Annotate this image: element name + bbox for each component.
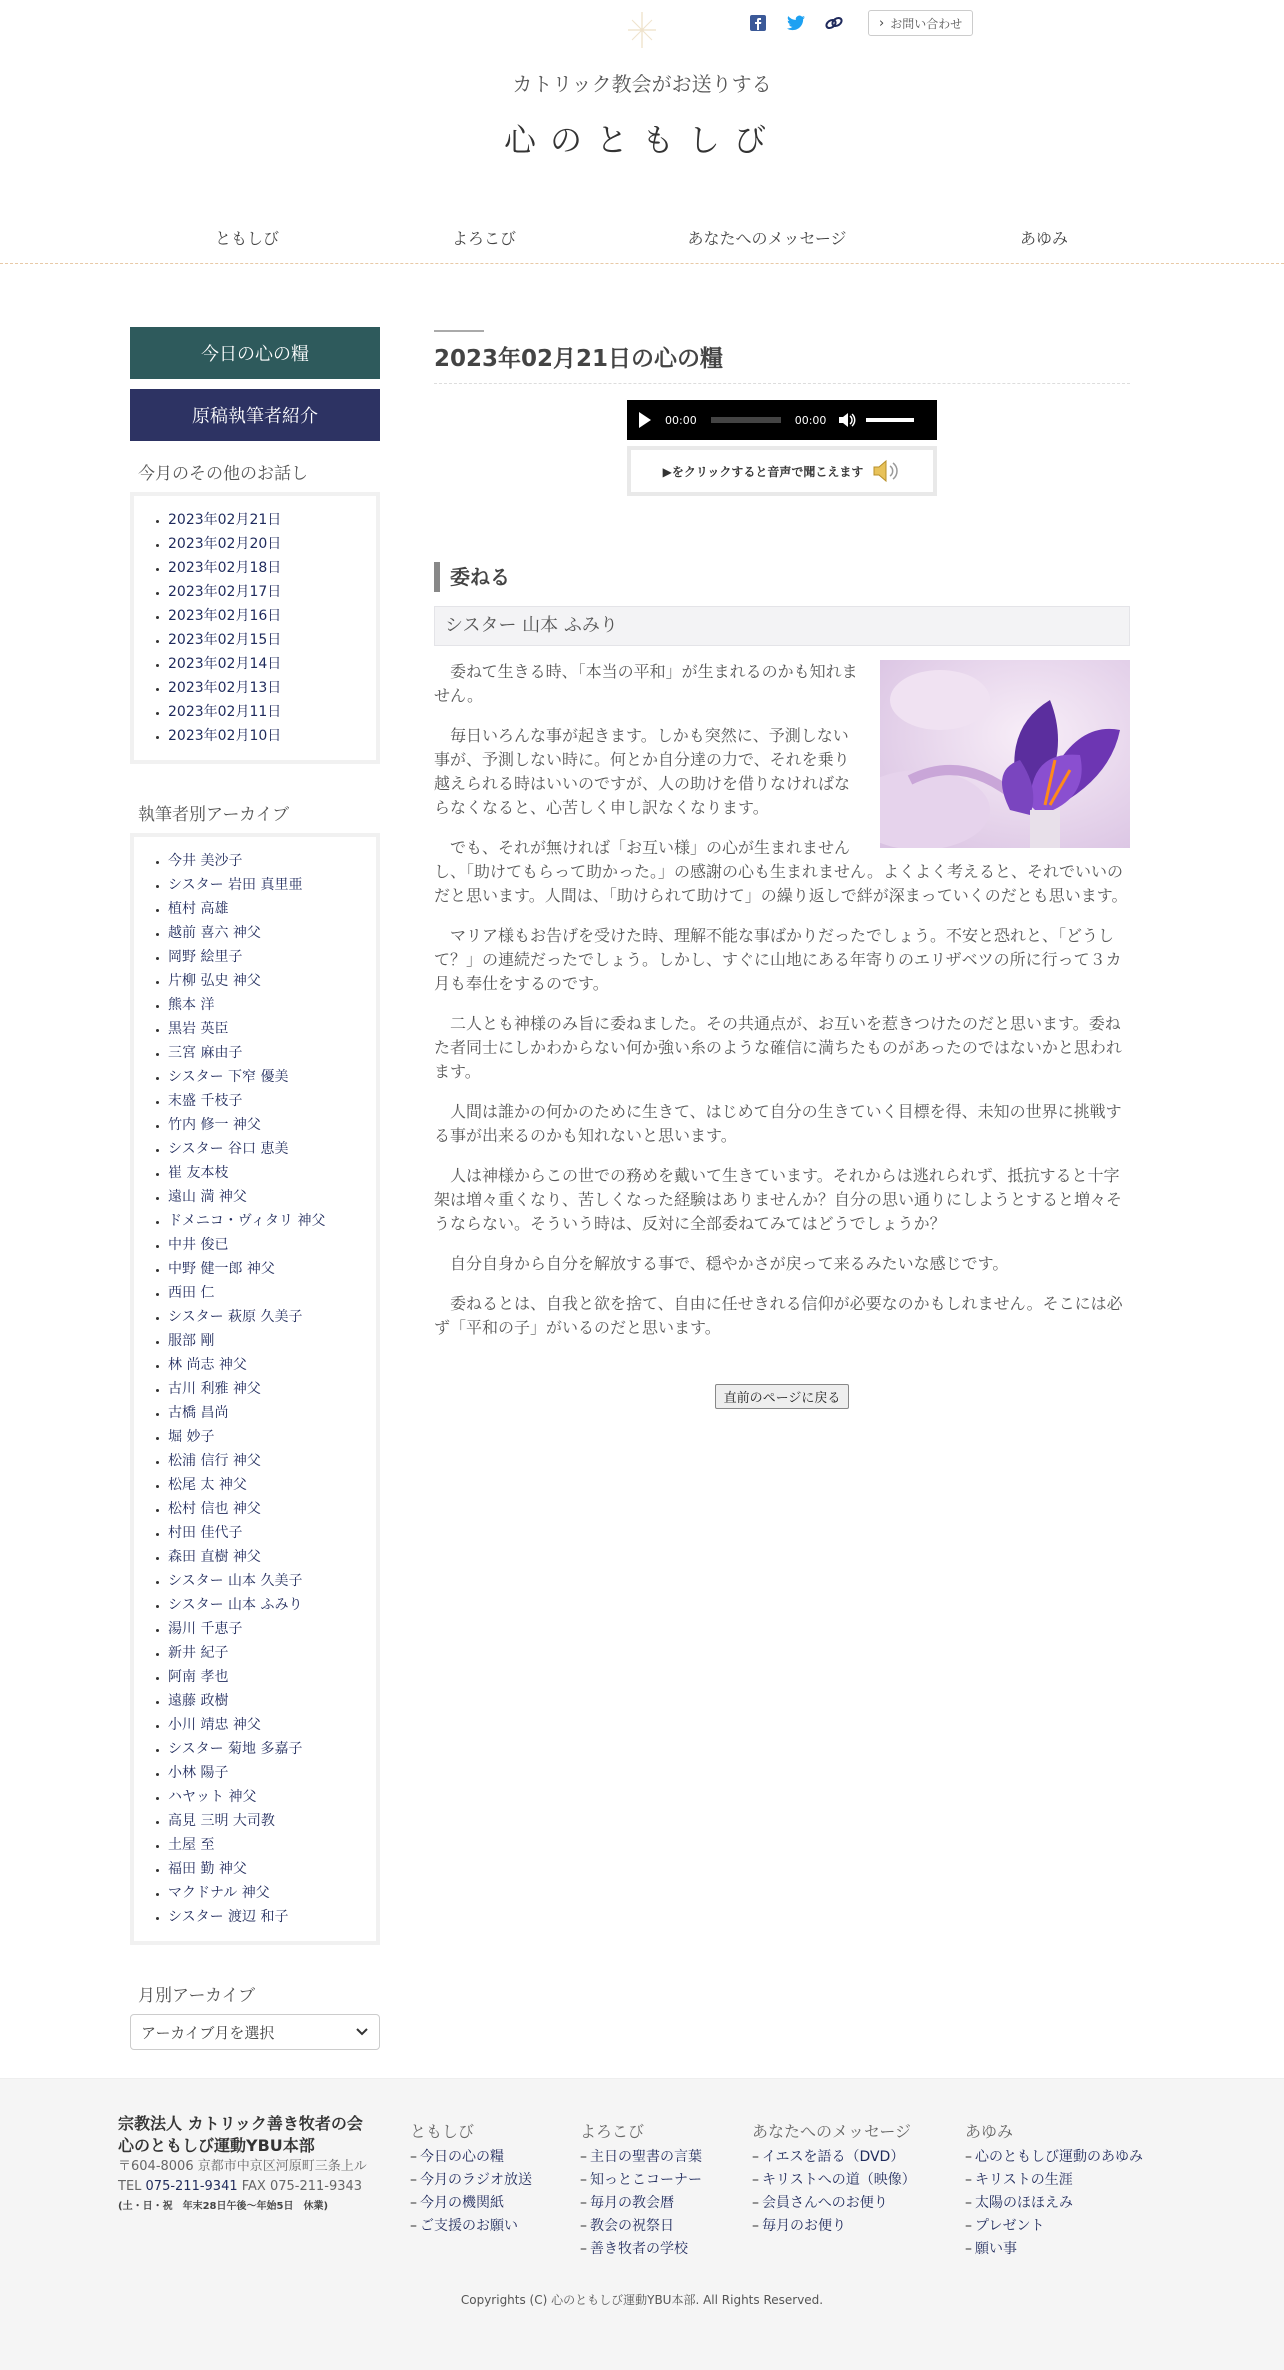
footer-link[interactable] [752,2192,916,2215]
link-icon[interactable] [824,13,844,33]
author-list-item[interactable]: • 阿南 孝也 [168,1665,376,1689]
footer-org [118,2113,388,2217]
dash-icon: – [965,2218,972,2234]
author-list-item[interactable]: • 中野 健一郎 神父 [168,1257,376,1281]
footer-col-heading: あなたへのメッセージ [752,2122,912,2141]
author-list-item[interactable]: • 熊本 洋 [168,993,376,1017]
speaker-icon [871,459,901,483]
author-list-item[interactable]: • 堀 妙子 [168,1425,376,1449]
author-list-item[interactable]: • シスター 菊地 多嘉子 [168,1737,376,1761]
chevron-down-icon [355,2027,369,2037]
footer-link[interactable] [580,2169,702,2192]
sidebar [130,327,380,2050]
footer-link-label: 太陽のほほえみ [975,2195,1073,2211]
footer-link-label: キリストの生涯 [975,2172,1073,2188]
org-name-1: 宗教法人 カトリック善き牧者の会 [118,2114,363,2133]
dash-icon: – [752,2149,759,2165]
org-name-2: 心のともしび運動YBU本部 [118,2136,315,2155]
author-list-item[interactable]: • 末盛 千枝子 [168,1089,376,1113]
footer-link[interactable] [965,2146,1143,2169]
org-contact [118,2177,388,2197]
footer-link-label: 心のともしび運動のあゆみ [975,2149,1143,2165]
back-button[interactable]: 直前のページに戻る [715,1384,850,1409]
footer-link[interactable] [580,2238,702,2261]
footer-col-message [752,2119,916,2238]
footer-link[interactable] [965,2192,1143,2215]
footer-link[interactable] [580,2146,702,2169]
post-paragraph: 自分自身から自分を解放する事で、穏やかさが戻って来るみたいな感じです。 [450,1254,1009,1273]
author-list-item[interactable]: • 小川 靖忠 神父 [168,1713,376,1737]
author-list-item[interactable]: • 村田 佳代子 [168,1521,376,1545]
global-nav [0,218,1284,264]
author-list-item[interactable]: • 古川 利雅 神父 [168,1377,376,1401]
nav-item-yorokobi[interactable]: よろこび [451,229,517,248]
site-tagline: カトリック教会がお送りする [512,72,772,96]
post-paragraph: 人は神様からこの世での務めを戴いて生きています。それからは逃れられず、抵抗すると十字架は増々重くなり、苦しくなった経験はありませんか？自分の思い通りにしようとすると増々そうならない。そういう時は、反対に全部委ねてみてはどうでしょうか？ [434,1166,1123,1233]
author-list [134,849,376,1929]
tel-number[interactable]: 075-211-9341 [145,2179,238,2194]
section-title: 委ねる [434,562,1130,592]
month-list-item[interactable]: • 2023年02月13日 [168,676,376,700]
footer-link-label: 今月のラジオ放送 [420,2172,532,2188]
post-paragraph: 委ねるとは、自我と欲を捨て、自由に任せきれる信仰が必要なのかもしれません。そこには必ず「平和の子」がいるのだと思います。 [434,1294,1123,1337]
footer-link[interactable] [965,2215,1143,2238]
audio-total-time: 00:00 [794,413,827,427]
author-list-item[interactable]: • 湯川 千恵子 [168,1617,376,1641]
fax-number: FAX 075-211-9343 [237,2179,363,2194]
footer-link-list [965,2146,1143,2261]
today-button[interactable]: 今日の心の糧 [130,327,380,379]
author-list-item[interactable]: • 西田 仁 [168,1281,376,1305]
copyright: Copyrights (C) 心のともしび運動YBU本部. All Rights Reserved. [460,2293,824,2307]
footer-link[interactable] [580,2192,702,2215]
dash-icon: – [752,2218,759,2234]
nav-item-tomoshibi[interactable]: ともしび [214,229,280,248]
post-paragraph: 毎日いろんな事が起きます。しかも突然に、予測しない事が、予測しない時に。何とか自分達の力で、それを乗り越えられる時はいいのですが、人の助けを借りなければならなくなると、心苦しく申し訳なくなります。 [434,726,851,817]
footer-link[interactable] [410,2215,532,2238]
author-list-item[interactable]: • 松尾 太 神父 [168,1473,376,1497]
post-title: 2023年02月21日の心の糧 [434,340,1130,384]
post-paragraph: でも、それが無ければ「お互い様」の心が生まれませんし、「助けてもらって助かった。」の感謝の心も生まれません。よくよく考えると、それでいいのだと思います。人間は、「助けられて助けて」の繰り返しで絆が深まっていくのだとも思います。 [434,838,1128,905]
footer-link-label: キリストへの道（映像） [762,2172,916,2188]
footer-link-label: 願い事 [975,2241,1017,2257]
post-body [434,660,1130,1409]
author-list-item[interactable]: • シスター 山本 ふみり [168,1593,376,1617]
author-list-item[interactable]: • 越前 喜六 神父 [168,921,376,945]
author-list-item[interactable]: • 小林 陽子 [168,1761,376,1785]
dash-icon: – [410,2172,417,2188]
month-list-item[interactable]: • 2023年02月11日 [168,700,376,724]
author-archive-heading: 執筆者別アーカイブ [138,805,290,825]
archive-month-select[interactable] [130,2014,380,2050]
author-list-item[interactable]: • 古橋 昌尚 [168,1401,376,1425]
month-list-item[interactable]: • 2023年02月20日 [168,532,376,556]
chevron-right-icon: › [879,15,885,31]
nav-item-ayumi[interactable]: あゆみ [1019,229,1069,248]
author-list-item[interactable]: • シスター 渡辺 和子 [168,1905,376,1929]
social-links [748,8,973,38]
facebook-icon[interactable] [748,13,768,33]
author-list-box [130,833,380,1945]
footer-link-label: 毎月のお便り [762,2218,846,2234]
site-header [0,0,1284,264]
nav-item-message[interactable]: あなたへのメッセージ [687,229,847,248]
dash-icon: – [752,2195,759,2211]
month-list-item[interactable]: • 2023年02月15日 [168,628,376,652]
dash-icon: – [965,2172,972,2188]
audio-seek-bar[interactable] [711,417,781,423]
post-paragraph: 委ねて生きる時、「本当の平和」が生まれるのかも知れません。 [434,662,858,705]
volume-slider[interactable] [866,418,914,422]
author-list-item[interactable]: • 片柳 弘史 神父 [168,969,376,993]
cross-ornament-icon [622,10,662,50]
contact-button[interactable] [868,10,973,36]
dash-icon: – [410,2218,417,2234]
month-heading: 今月のその他のお話し [138,464,308,484]
author-list-item[interactable]: • 松村 信也 神父 [168,1497,376,1521]
author-list-item[interactable]: • シスター 萩原 久美子 [168,1305,376,1329]
site-footer [0,2078,1284,2370]
author-list-item[interactable]: • シスター 山本 久美子 [168,1569,376,1593]
footer-link-list [752,2146,916,2238]
dash-icon: – [580,2172,587,2188]
monthly-archive-heading: 月別アーカイブ [138,1986,256,2006]
footer-col-yorokobi [580,2119,702,2261]
footer-link[interactable] [580,2215,702,2238]
author-list-item[interactable]: • 服部 剛 [168,1329,376,1353]
dash-icon: – [965,2195,972,2211]
dash-icon: – [410,2149,417,2165]
dash-icon: – [410,2195,417,2211]
footer-link-label: ご支援のお願い [420,2218,518,2234]
footer-link-label: 今日の心の糧 [420,2149,504,2165]
month-list-item[interactable]: • 2023年02月17日 [168,580,376,604]
author-list-item[interactable]: • ドメニコ・ヴィタリ 神父 [168,1209,376,1233]
business-hours-note: (土・日・祝 年末28日午後〜年始5日 休業) [118,2201,329,2212]
footer-col-tomoshibi [410,2119,532,2238]
author-list-item[interactable]: • 遠藤 政樹 [168,1689,376,1713]
audio-hint-text: ▶をクリックすると音声で聞こえます [662,464,864,479]
footer-link-label: プレゼント [975,2218,1045,2234]
play-icon[interactable] [639,412,651,428]
writers-button[interactable]: 原稿執筆者紹介 [130,389,380,441]
twitter-icon[interactable] [786,13,806,33]
author-list-item[interactable]: • 福田 勤 神父 [168,1857,376,1881]
month-list-item[interactable]: • 2023年02月18日 [168,556,376,580]
tel-label: TEL [118,2179,146,2194]
dash-icon: – [965,2149,972,2165]
month-list-box [130,492,380,764]
author-list-item[interactable]: • 岡野 絵里子 [168,945,376,969]
author-list-item[interactable]: • 崔 友本枝 [168,1161,376,1185]
author-list-item[interactable]: • マクドナル 神父 [168,1881,376,1905]
title-accent [434,330,484,332]
author-list-item[interactable]: • 松浦 信行 神父 [168,1449,376,1473]
author-list-item[interactable]: • 竹内 修一 神父 [168,1113,376,1137]
footer-link[interactable] [752,2169,916,2192]
author-list-item[interactable]: • 黒岩 英臣 [168,1017,376,1041]
author-name: シスター 山本 ふみり [434,606,1130,646]
audio-player [627,400,937,440]
archive-select-value: アーカイブ月を選択 [141,2023,275,2042]
site-title[interactable]: 心のともしび [503,121,780,159]
footer-col-heading: ともしび [410,2122,475,2141]
footer-col-heading: あゆみ [965,2122,1014,2141]
footer-link[interactable] [410,2146,532,2169]
volume-icon[interactable] [838,412,856,428]
footer-link[interactable] [752,2215,916,2238]
footer-link-label: 教会の祝祭日 [590,2218,674,2234]
footer-link[interactable] [965,2238,1143,2261]
author-list-item[interactable]: • 新井 紀子 [168,1641,376,1665]
author-list-item[interactable]: • ハヤット 神父 [168,1785,376,1809]
author-list-item[interactable]: • 中井 俊已 [168,1233,376,1257]
author-list-item[interactable]: • シスター 下窄 優美 [168,1065,376,1089]
footer-link-list [580,2146,702,2261]
footer-col-heading: よろこび [580,2122,645,2141]
dash-icon: – [580,2149,587,2165]
post-paragraph: マリア様もお告げを受けた時、理解不能な事ばかりだったでしょう。不安と恐れと、「どうして？」の連続だったでしょう。しかし、すぐに山地にある年寄りのエリザベツの所に行って３カ月も奉仕をするのです。 [434,926,1122,993]
footer-link-label: 会員さんへのお便り [762,2195,888,2211]
month-list-item[interactable]: • 2023年02月16日 [168,604,376,628]
month-list-item[interactable]: • 2023年02月14日 [168,652,376,676]
footer-link-label: イエスを語る（DVD） [762,2149,905,2165]
footer-link-label: 善き牧者の学校 [590,2241,688,2257]
audio-hint [627,446,937,496]
footer-link[interactable] [410,2192,532,2215]
author-list-item[interactable]: • 遠山 満 神父 [168,1185,376,1209]
footer-col-ayumi [965,2119,1143,2261]
author-list-item[interactable]: • 高見 三明 大司教 [168,1809,376,1833]
author-list-item[interactable]: • 林 尚志 神父 [168,1353,376,1377]
author-list-item[interactable]: • 土屋 至 [168,1833,376,1857]
post-paragraph: 人間は誰かの何かのために生きて、はじめて自分の生きていく目標を得、未知の世界に挑戦する事が出来るのかも知れないと思います。 [434,1102,1122,1145]
dash-icon: – [580,2241,587,2257]
post-paragraph: 二人とも神様のみ旨に委ねました。その共通点が、お互いを惹きつけたのだと思います。委ねた者同士にしかわからない何か強い糸のような確信に満ちたものがあったのではないかと思われます。 [434,1014,1122,1081]
author-list-item[interactable]: • 今井 美沙子 [168,849,376,873]
footer-link-list [410,2146,532,2238]
footer-link[interactable] [410,2169,532,2192]
month-list-item[interactable]: • 2023年02月10日 [168,724,376,748]
dash-icon: – [752,2172,759,2188]
author-list-item[interactable]: • 三宮 麻由子 [168,1041,376,1065]
author-list-item[interactable]: • シスター 谷口 恵美 [168,1137,376,1161]
back-button-wrap [434,1384,1130,1409]
footer-link-label: 毎月の教会暦 [590,2195,674,2211]
dash-icon: – [965,2241,972,2257]
footer-link-label: 主日の聖書の言葉 [590,2149,702,2165]
contact-label: お問い合わせ [890,16,963,31]
author-list-item[interactable]: • 植村 高雄 [168,897,376,921]
month-list [134,508,376,748]
audio-current-time: 00:00 [665,413,697,427]
author-list-item[interactable]: • 森田 直樹 神父 [168,1545,376,1569]
dash-icon: – [580,2218,587,2234]
dash-icon: – [580,2195,587,2211]
author-list-item[interactable]: • シスター 岩田 真里亜 [168,873,376,897]
footer-link-label: 今月の機関紙 [420,2195,504,2211]
month-list-item[interactable]: • 2023年02月21日 [168,508,376,532]
crocus-flower-image [880,660,1130,848]
footer-link[interactable] [965,2169,1143,2192]
main-content [434,330,1130,1409]
footer-link-label: 知っとこコーナー [590,2172,702,2188]
footer-link[interactable] [752,2146,916,2169]
org-address: 〒604-8006 京都市中京区河原町三条上ル [118,2159,367,2174]
